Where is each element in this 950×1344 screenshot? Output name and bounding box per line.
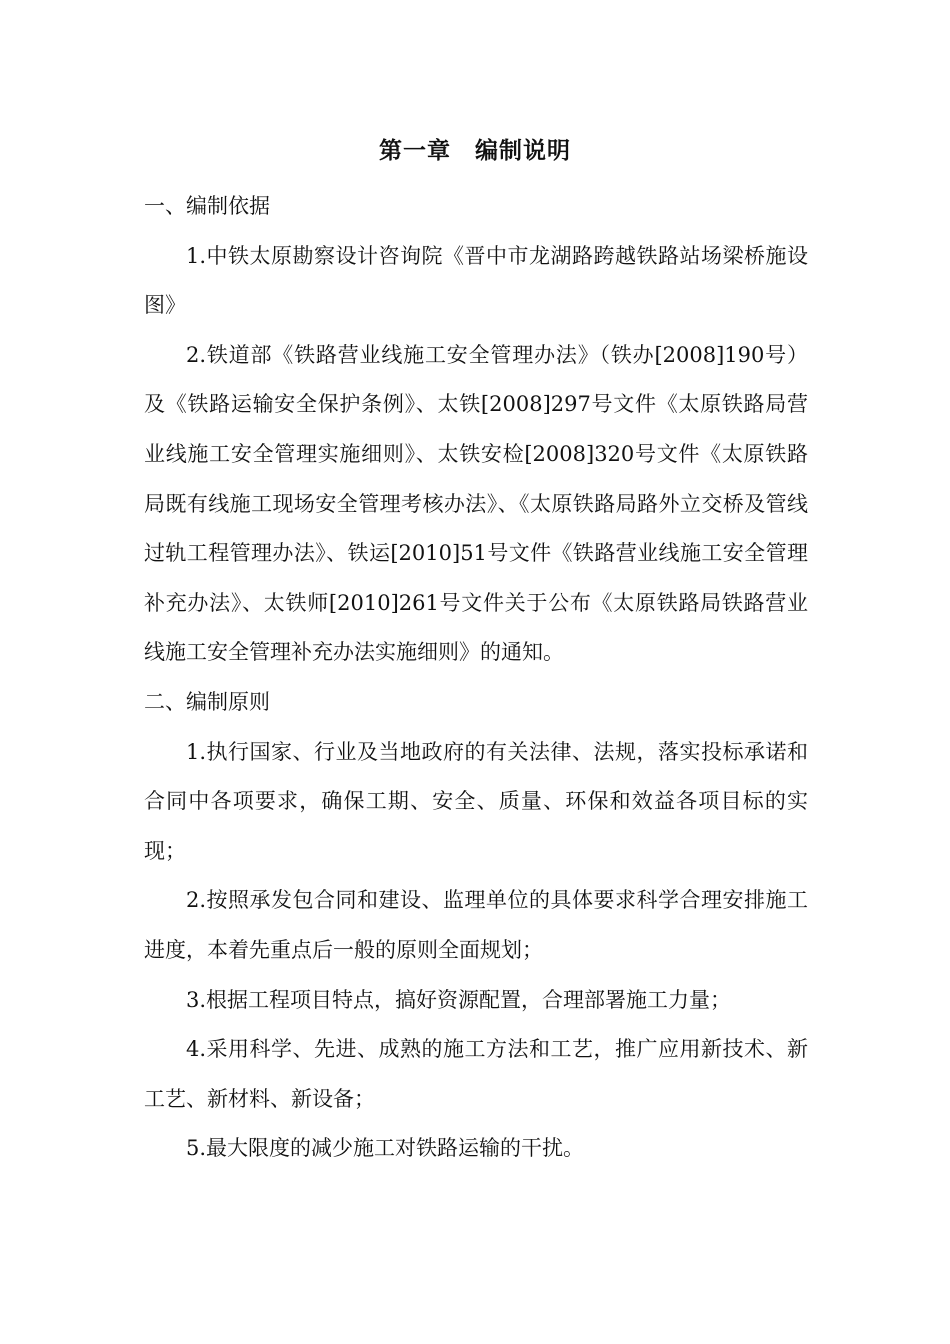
paragraph: 2.铁道部《铁路营业线施工安全管理办法》（铁办[2008]190号）及《铁路运输安全保护条例》、太铁[2008]297号文件《太原铁路局营业线施工安全管理实施细则》、太铁安检[2008]320号文件《太原铁路局既有线施工现场安全管理考核办法》、《太原铁路局路外立交桥及管线过轨工程管理办法》、铁运[2010]51号文件《铁路营业线施工安全管理补充办法》、太铁师[2010]261号文件关于公布《太原铁路局铁路营业线施工安全管理补充办法实施细则》的通知。 bbox=[144, 342, 808, 665]
section-heading: 一、编制依据 bbox=[144, 194, 270, 218]
section-heading: 二、编制原则 bbox=[144, 689, 270, 714]
paragraph: 1.执行国家、行业及当地政府的有关法律、法规，落实投标承诺和合同中各项要求，确保工期、安全、质量、环保和效益各项目标的实现； bbox=[144, 739, 808, 863]
paragraph: 3.根据工程项目特点，搞好资源配置，合理部署施工力量； bbox=[186, 987, 732, 1012]
paragraph: 4.采用科学、先进、成熟的施工方法和工艺，推广应用新技术、新工艺、新材料、新设备； bbox=[144, 1037, 808, 1111]
section-principles bbox=[144, 678, 808, 1174]
paragraph: 1.中铁太原勘察设计咨询院《晋中市龙湖路跨越铁路站场梁桥施设图》 bbox=[144, 243, 808, 318]
paragraph: 5.最大限度的减少施工对铁路运输的干扰。 bbox=[186, 1136, 585, 1161]
paragraph: 2.按照承发包合同和建设、监理单位的具体要求科学合理安排施工进度，本着先重点后一般的原则全面规划； bbox=[144, 888, 808, 962]
document-body bbox=[144, 182, 808, 1174]
section-basis bbox=[144, 182, 808, 678]
chapter-title: 第一章 编制说明 bbox=[379, 137, 571, 164]
